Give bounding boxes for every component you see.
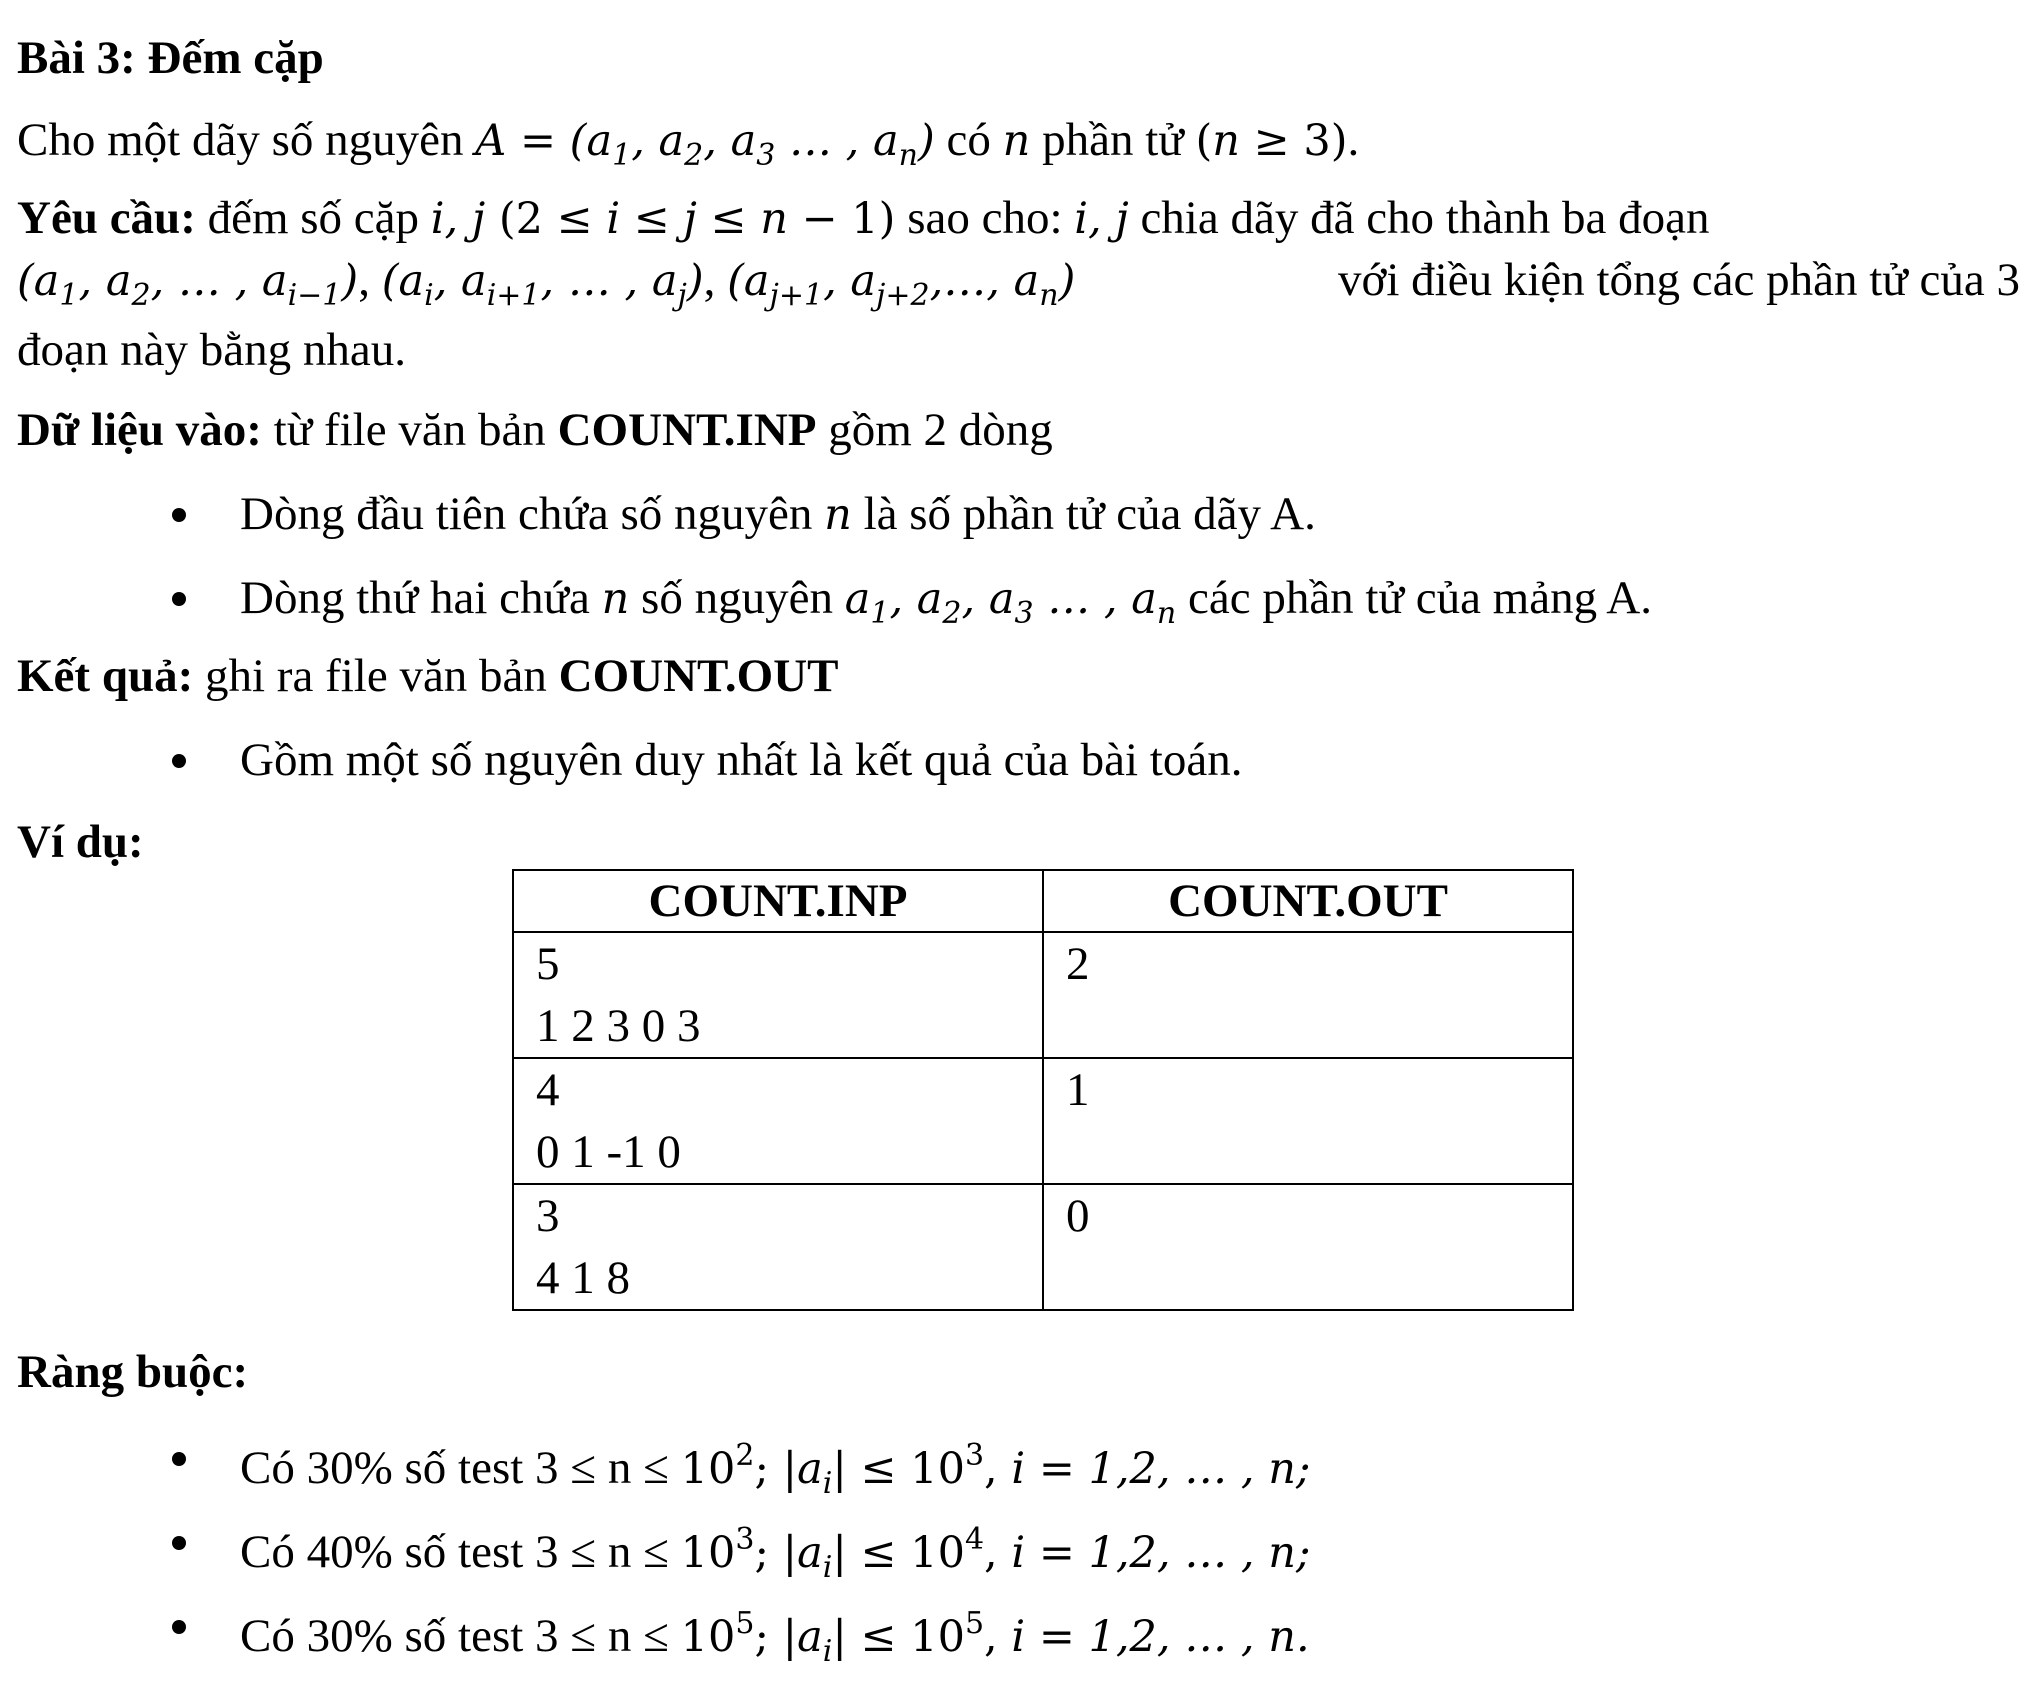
output-bullet-1: Gồm một số nguyên duy nhất là kết quả của bài toán. (240, 734, 1243, 786)
requirement-line-2: ($a_1$, $a_2$, … , $a_{i-1}$), ($a_i$, $a_{i+1}$, … , $a_j$), ($a_{j+1}$, $a_{j+2},\dots$, $a_n$) với điều kiện tổng các phần tử của 3 (17, 254, 2020, 313)
example-label: Ví dụ: (17, 816, 144, 868)
bullet-dot (172, 1536, 186, 1550)
output-cell: 0 (1043, 1184, 1573, 1310)
input-bullet-2: Dòng thứ hai chứa n số nguyên $a_1$, $a_2$, $a_3$ … , $a_n$ các phần tử của mảng A. (240, 572, 1652, 631)
header-input: COUNT.INP (513, 870, 1043, 932)
constraint-item: Có 30% số test $3 \le n \le 10^2$; $|a_i| \le 10^3$, i = 1,2, … , n; (240, 1438, 1311, 1501)
output-file-name: COUNT.OUT (558, 650, 839, 702)
input-cell: 5 1 2 3 0 3 (513, 932, 1043, 1058)
problem-title: Bài 3: Đếm cặp (17, 32, 324, 84)
constraints-label: Ràng buộc: (17, 1346, 249, 1398)
segment-1: ($a_1$, $a_2$, … , $a_{i-1}$) (17, 256, 359, 313)
n-symbol: n (1002, 116, 1031, 166)
output-heading: Kết quả: ghi ra file văn bản COUNT.OUT (17, 650, 839, 702)
intro-text: Cho một dãy số nguyên (17, 114, 476, 166)
table-row (513, 932, 1573, 1058)
input-cell: 3 4 1 8 (513, 1184, 1043, 1310)
output-label: Kết quả: (17, 650, 194, 702)
bullet-dot (172, 1620, 186, 1634)
bullet-dot (172, 754, 186, 768)
requirement-line-3: đoạn này bằng nhau. (17, 324, 406, 376)
requirement-line-1: Yêu cầu: đếm số cặp i, j (2 ≤ i ≤ j ≤ n − 1) sao cho: i, j chia dãy đã cho thành ba đoạn (17, 192, 1710, 244)
table-row (513, 1184, 1573, 1310)
bullet-dot (172, 592, 186, 606)
input-heading: Dữ liệu vào: từ file văn bản COUNT.INP gồm 2 dòng (17, 404, 1053, 456)
segment-3: ($a_{j+1}$, $a_{j+2},\dots$, $a_n$) (727, 256, 1076, 313)
sequence-formula: $A = (a_1$, $a_2$, $a_3$ … , $a_n$) (475, 116, 935, 173)
sequence-list: $a_1$, $a_2$, $a_3$ … , $a_n$ (844, 574, 1177, 631)
input-bullet-1: Dòng đầu tiên chứa số nguyên n là số phần tử của dãy A. (240, 488, 1316, 540)
constraint-item: Có 30% số test $3 \le n \le 10^5$; $|a_i| \le 10^5$, i = 1,2, … , n. (240, 1606, 1310, 1669)
output-cell: 1 (1043, 1058, 1573, 1184)
output-cell: 2 (1043, 932, 1573, 1058)
constraint-item: Có 40% số test $3 \le n \le 10^3$; $|a_i| \le 10^4$, i = 1,2, … , n; (240, 1522, 1311, 1585)
table-row (513, 1058, 1573, 1184)
bullet-dot (172, 1452, 186, 1466)
header-output: COUNT.OUT (1043, 870, 1573, 932)
segment-2: ($a_i$, $a_{i+1}$, … , $a_j$) (381, 256, 704, 313)
example-table (512, 869, 1574, 1311)
input-file-name: COUNT.INP (557, 404, 817, 456)
requirement-label: Yêu cầu: (17, 192, 196, 244)
input-cell: 4 0 1 -1 0 (513, 1058, 1043, 1184)
bullet-dot (172, 508, 186, 522)
table-header-row (513, 870, 1573, 932)
intro-line: Cho một dãy số nguyên $A = (a_1$, $a_2$, $a_3$ … , $a_n$) có n phần tử (n ≥ 3). (17, 114, 1360, 173)
input-label: Dữ liệu vào: (17, 404, 262, 456)
